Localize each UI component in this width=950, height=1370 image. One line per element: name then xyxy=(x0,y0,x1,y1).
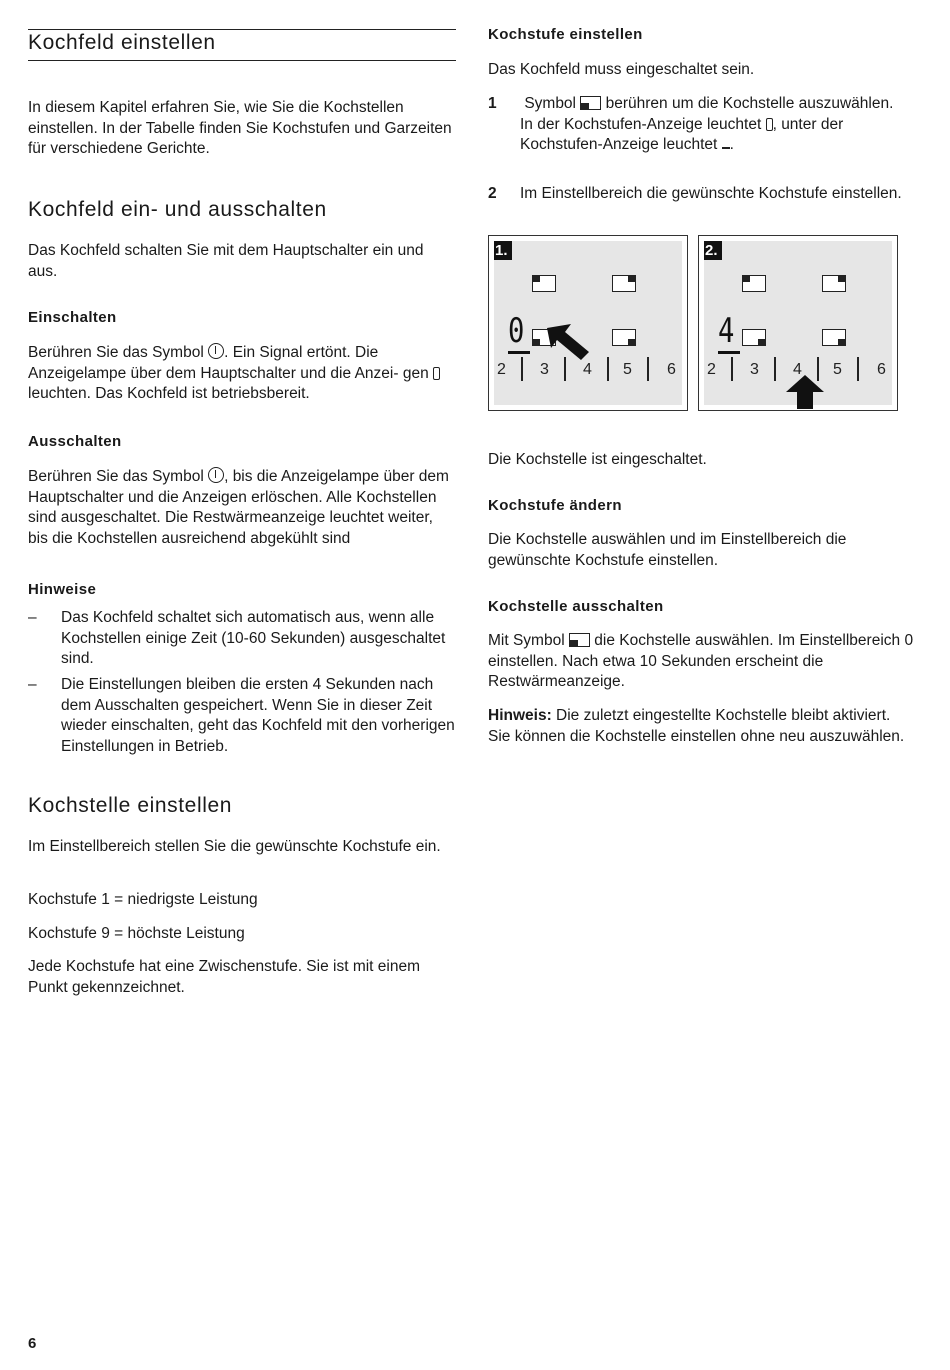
einschalten-paragraph xyxy=(28,343,448,405)
figure-label: 1. xyxy=(494,241,512,260)
zone-rear-left-icon xyxy=(742,329,766,346)
scale-separator xyxy=(774,357,776,381)
einschalten-text-3: gen xyxy=(402,364,429,382)
scale-separator xyxy=(521,357,523,381)
step-1-text-a: Symbol xyxy=(524,95,576,112)
figure-label: 2. xyxy=(704,241,722,260)
scale-label: 3 xyxy=(540,361,549,378)
intro-paragraph: In diesem Kapitel erfahren Sie, wie Sie die Kochstellen einstellen. In der Tabelle finden Sie Kochstufen und Garzeiten für verschiedene Gerichte. xyxy=(28,99,452,157)
scale-label: 3 xyxy=(750,361,759,378)
kochstelle-paragraph-1: Im Einstellbereich stellen Sie die gewünschte Kochstufe ein. xyxy=(28,838,441,855)
scale-separator xyxy=(731,357,733,381)
hinweis-label: Hinweis: xyxy=(488,707,552,724)
power-icon xyxy=(208,467,224,483)
up-arrow-icon xyxy=(785,374,825,410)
step-number: 1 xyxy=(488,95,497,112)
step-1-text-e: . xyxy=(729,136,734,153)
step-1-text-c: In der Kochstufen-Anzeige leuchtet xyxy=(520,115,762,133)
einschalten-text-4: leuchten. Das Kochfeld ist betriebsbereit. xyxy=(28,385,310,402)
ausschalten-text-2: , bis die Anzeigelampe über dem Hauptschalter und die Anzeigen erlöschen. Alle Kochstellen sind ausgeschaltet. Die Restwärmeanzeige leuchtet weiter, bis die Kochstellen ausreichend abgekühlt sind xyxy=(28,468,449,547)
scale-label: 6 xyxy=(667,361,676,378)
scale-separator xyxy=(564,357,566,381)
zone-front-right-icon xyxy=(612,275,636,292)
zone-rear-right-icon xyxy=(822,329,846,346)
step-number: 2 xyxy=(488,185,497,202)
scale-label: 2 xyxy=(707,361,716,378)
hinweis-text: Das Kochfeld schaltet sich automatisch aus, wenn alle Kochstellen einige Zeit (10-60 Sekunden) ausgeschaltet sind. xyxy=(61,609,446,667)
ausschalten-text-b: die Kochstelle auswählen. Im Einstellbereich 0 einstellen. Nach etwa 10 Sekunden erscheint die Restwärmeanzeige. xyxy=(488,632,914,690)
list-item xyxy=(28,608,456,670)
zwischenstufe-paragraph: Jede Kochstufe hat eine Zwischenstufe. Sie ist mit einem Punkt gekennzeichnet. xyxy=(28,958,421,996)
scale-label: 2 xyxy=(497,361,506,378)
kochstufe-aendern-heading: Kochstufe ändern xyxy=(488,497,622,514)
step-1-text-b: berühren um die Kochstelle auszuwählen. xyxy=(605,95,894,112)
scale-separator xyxy=(607,357,609,381)
cooking-zone-select-icon xyxy=(580,96,601,110)
step-2-text: Im Einstellbereich die gewünschte Kochstufe einstellen. xyxy=(520,185,902,202)
section-title-kochfeld-einstellen: Kochfeld einstellen xyxy=(28,31,216,54)
pointing-arrow-icon xyxy=(545,322,591,362)
hinweis-paragraph xyxy=(488,706,910,747)
scale-separator xyxy=(857,357,859,381)
scale-label: 6 xyxy=(877,361,886,378)
scale-label: 4 xyxy=(583,361,592,378)
display-underline-indicator xyxy=(508,351,530,354)
ein-ausschalten-paragraph: Das Kochfeld schalten Sie mit dem Hauptschalter ein und aus. xyxy=(28,242,424,280)
ausschalten-text-1: Berühren Sie das Symbol xyxy=(28,468,204,485)
einschalten-text-1: Berühren Sie das Symbol xyxy=(28,344,204,361)
step-1-text-d: , unter der Kochstufen-Anzeige leuchtet xyxy=(520,115,844,153)
hinweis-text: Die zuletzt eingestellte Kochstelle bleibt aktiviert. Sie können die Kochstelle einstellen ohne neu auszuwählen. xyxy=(488,707,905,745)
scale-label: 5 xyxy=(623,361,632,378)
control-panel-figure-2 xyxy=(698,235,898,411)
zero-display-icon xyxy=(433,367,440,380)
hinweise-heading: Hinweise xyxy=(28,581,97,598)
power-level-display: 4 xyxy=(718,311,735,351)
kochstufe-intro: Das Kochfeld muss eingeschaltet sein. xyxy=(488,61,755,78)
kochstelle-ausschalten-paragraph xyxy=(488,631,916,693)
section-title-kochstelle-einstellen: Kochstelle einstellen xyxy=(28,794,233,817)
power-level-display: 0 xyxy=(508,311,525,351)
control-panel-figure-1 xyxy=(488,235,688,411)
kochstelle-ausschalten-heading: Kochstelle ausschalten xyxy=(488,598,664,615)
underline-indicator-icon xyxy=(722,147,730,149)
kochstufe-min-line: Kochstufe 1 = niedrigste Leistung xyxy=(28,891,258,908)
zero-display-icon xyxy=(766,118,773,131)
section-title-ein-ausschalten: Kochfeld ein- und ausschalten xyxy=(28,198,327,221)
scale-label: 5 xyxy=(833,361,842,378)
kochstufe-aendern-paragraph: Die Kochstelle auswählen und im Einstellbereich die gewünschte Kochstufe einstellen. xyxy=(488,531,847,569)
dash-bullet: – xyxy=(28,676,37,693)
scale-separator xyxy=(647,357,649,381)
cooking-zone-select-icon xyxy=(569,633,590,647)
zone-rear-right-icon xyxy=(612,329,636,346)
power-icon xyxy=(208,343,224,359)
ausschalten-paragraph xyxy=(28,467,450,549)
ausschalten-heading: Ausschalten xyxy=(28,433,122,450)
step-1-text xyxy=(520,94,918,156)
einschalten-heading: Einschalten xyxy=(28,309,117,326)
zone-front-left-icon xyxy=(742,275,766,292)
title-rule-bottom xyxy=(28,60,456,61)
einschalten-text-2: . Ein Signal ertönt. Die Anzeigelampe über dem Hauptschalter und die Anzei- xyxy=(28,344,399,382)
zone-front-left-icon xyxy=(532,275,556,292)
ausschalten-text-a: Mit Symbol xyxy=(488,632,565,649)
kochstufe-einstellen-heading: Kochstufe einstellen xyxy=(488,26,643,43)
dash-bullet: – xyxy=(28,609,37,626)
hinweis-text: Die Einstellungen bleiben die ersten 4 Sekunden nach dem Ausschalten gespeichert. Wenn Sie in dieser Zeit wieder einschalten, geht das Kochfeld mit den vorherigen Einstellungen in Betrieb. xyxy=(61,676,455,755)
page-number: 6 xyxy=(28,1335,37,1352)
kochstufe-max-line: Kochstufe 9 = höchste Leistung xyxy=(28,925,245,942)
list-item xyxy=(28,675,456,757)
display-underline-indicator xyxy=(718,351,740,354)
title-rule-top xyxy=(28,29,456,30)
eingeschaltet-paragraph: Die Kochstelle ist eingeschaltet. xyxy=(488,451,707,468)
scale-label: 4 xyxy=(793,361,802,378)
zone-front-right-icon xyxy=(822,275,846,292)
